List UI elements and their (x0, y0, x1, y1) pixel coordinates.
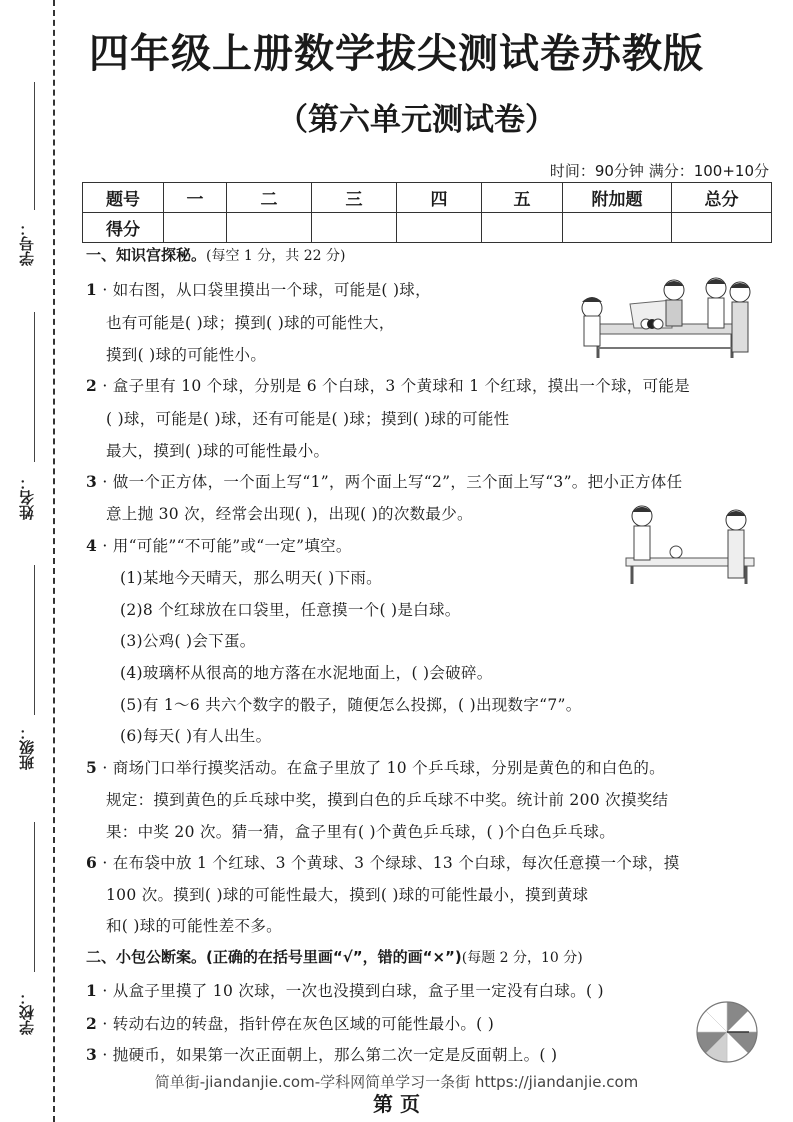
q4-item-3: (3)公鸡( )会下蛋。 (120, 632, 256, 650)
score-cell[interactable] (482, 213, 563, 243)
table-header-cell: 三 (312, 183, 397, 213)
s2-item-1-number: 1 (86, 981, 98, 1000)
q1-line-1: 1 · 如右图，从口袋里摸出一个球，可能是( )球， (86, 280, 431, 299)
s2-item-1: 1 · 从盒子里摸了 10 次球，一次也没摸到白球，盒子里一定没有白球。( ) (86, 981, 604, 1000)
kids-tossing-cube-illustration (616, 500, 776, 588)
q1-line-3: 摸到( )球的可能性小。 (106, 346, 267, 364)
s2-item-1-text: 从盒子里摸了 10 次球，一次也没摸到白球，盒子里一定没有白球。( ) (112, 982, 604, 1000)
page-number: 第 页 (373, 1092, 420, 1116)
q1-text: 如右图，从口袋里摸出一个球，可能是( )球， (112, 281, 431, 299)
kids-at-table-illustration (572, 272, 762, 362)
page-subtitle: （第六单元测试卷） (277, 102, 556, 138)
table-header-cell: 一 (164, 183, 227, 213)
section-2-heading (86, 946, 583, 967)
q1-number: 1 (86, 280, 98, 299)
q4-item-6: (6)每天( )有人出生。 (120, 727, 272, 745)
score-cell[interactable] (164, 213, 227, 243)
q4-item-4: (4)玻璃杯从很高的地方落在水泥地面上，( )会破碎。 (120, 664, 493, 682)
q5-line-2: 规定：摸到黄色的乒乓球中奖，摸到白色的乒乓球不中奖。统计前 200 次摸奖结 (106, 791, 669, 809)
q4-intro: 4 · 用“可能”“不可能”或“一定”填空。 (86, 536, 352, 555)
class-rule (34, 565, 35, 715)
spinner-illustration (695, 1000, 759, 1064)
s2-item-3: 3 · 抛硬币，如果第一次正面朝上，那么第二次一定是反面朝上。( ) (86, 1045, 558, 1064)
name-rule (34, 312, 35, 462)
score-cell[interactable] (397, 213, 482, 243)
school-label: 学校： (18, 990, 36, 1035)
q3-text: 做一个正方体，一个面上写“1”，两个面上写“2”，三个面上写“3”。把小正方体任 (112, 473, 683, 491)
section-1-title: 一、知识宫探秘。 (86, 246, 207, 264)
s2-item-2: 2 · 转动右边的转盘，指针停在灰色区域的可能性最小。( ) (86, 1014, 495, 1033)
table-header-cell: 附加题 (563, 183, 672, 213)
s2-item-2-text: 转动右边的转盘，指针停在灰色区域的可能性最小。( ) (112, 1015, 495, 1033)
q5-line-3: 果：中奖 20 次。猜一猜，盒子里有( )个黄色乒乓球，( )个白色乒乓球。 (106, 823, 616, 841)
q4-number: 4 (86, 536, 98, 555)
s2-item-3-number: 3 (86, 1045, 98, 1064)
class-label: 班级： (18, 725, 36, 770)
q6-line-2: 100 次。摸到( )球的可能性最大，摸到( )球的可能性最小，摸到黄球 (106, 886, 589, 904)
table-header-cell: 总分 (672, 183, 772, 213)
score-table-score-row (83, 213, 772, 243)
q4-item-2: (2)8 个红球放在口袋里，任意摸一个( )是白球。 (120, 601, 461, 619)
section-2-title: 二、小包公断案。(正确的在括号里画“√”，错的画“×”) (86, 948, 462, 966)
q5-number: 5 (86, 758, 98, 777)
school-rule (34, 822, 35, 972)
q2-line-2: ( )球，可能是( )球，还有可能是( )球；摸到( )球的可能性 (106, 410, 510, 428)
score-table (82, 182, 772, 243)
section-1-heading (86, 244, 345, 265)
q6-line-3: 和( )球的可能性差不多。 (106, 917, 282, 935)
q4-text: 用“可能”“不可能”或“一定”填空。 (112, 537, 352, 555)
q1-line-2: 也有可能是( )球；摸到( )球的可能性大， (106, 314, 395, 332)
name-label: 姓名： (18, 475, 36, 520)
table-header-cell: 题号 (83, 183, 164, 213)
score-cell[interactable] (312, 213, 397, 243)
q6-number: 6 (86, 853, 98, 872)
q4-item-5: (5)有 1～6 共六个数字的骰子，随便怎么投掷，( )出现数字“7”。 (120, 696, 582, 714)
q5-text: 商场门口举行摸奖活动。在盒子里放了 10 个乒乓球，分别是黄色的和白色的。 (112, 759, 665, 777)
q6-text: 在布袋中放 1 个红球、3 个黄球、3 个绿球、13 个白球，每次任意摸一个球，摸 (112, 854, 680, 872)
score-row-label: 得分 (83, 213, 164, 243)
q3-line-2: 意上抛 30 次，经常会出现( )，出现( )的次数最少。 (106, 505, 473, 523)
q6-line-1: 6 · 在布袋中放 1 个红球、3 个黄球、3 个绿球、13 个白球，每次任意摸一个球，摸 (86, 853, 680, 872)
q2-line-1: 2 · 盒子里有 10 个球，分别是 6 个白球，3 个黄球和 1 个红球，摸出一个球，可能是 (86, 376, 690, 395)
s2-item-2-number: 2 (86, 1014, 98, 1033)
q2-number: 2 (86, 376, 98, 395)
score-cell[interactable] (227, 213, 312, 243)
footer-watermark: 简单街-jiandanjie.com-学科网简单学习一条街 https://jiandanjie.com (154, 1073, 639, 1091)
binding-dashed-line (53, 0, 55, 1122)
page-title: 四年级上册数学拔尖测试卷苏教版 (89, 31, 704, 77)
section-2-note: (每题 2 分，10 分) (461, 950, 583, 966)
table-header-cell: 二 (227, 183, 312, 213)
table-header-cell: 五 (482, 183, 563, 213)
table-header-cell: 四 (397, 183, 482, 213)
q3-number: 3 (86, 472, 98, 491)
q2-line-3: 最大，摸到( )球的可能性最小。 (106, 442, 330, 460)
q5-line-1: 5 · 商场门口举行摸奖活动。在盒子里放了 10 个乒乓球，分别是黄色的和白色的。 (86, 758, 665, 777)
s2-item-3-text: 抛硬币，如果第一次正面朝上，那么第二次一定是反面朝上。( ) (112, 1046, 558, 1064)
exam-meta: 时间：90分钟 满分：100+10分 (549, 162, 769, 180)
q2-text: 盒子里有 10 个球，分别是 6 个白球，3 个黄球和 1 个红球，摸出一个球，可能是 (112, 377, 690, 395)
q3-line-1: 3 · 做一个正方体，一个面上写“1”，两个面上写“2”，三个面上写“3”。把小正方体任 (86, 472, 683, 491)
score-cell[interactable] (672, 213, 772, 243)
score-cell[interactable] (563, 213, 672, 243)
section-1-note: (每空 1 分，共 22 分) (206, 248, 346, 264)
q4-item-1: (1)某地今天晴天，那么明天( )下雨。 (120, 569, 382, 587)
student-id-label: 学号： (18, 221, 36, 266)
score-table-header-row (83, 183, 772, 213)
